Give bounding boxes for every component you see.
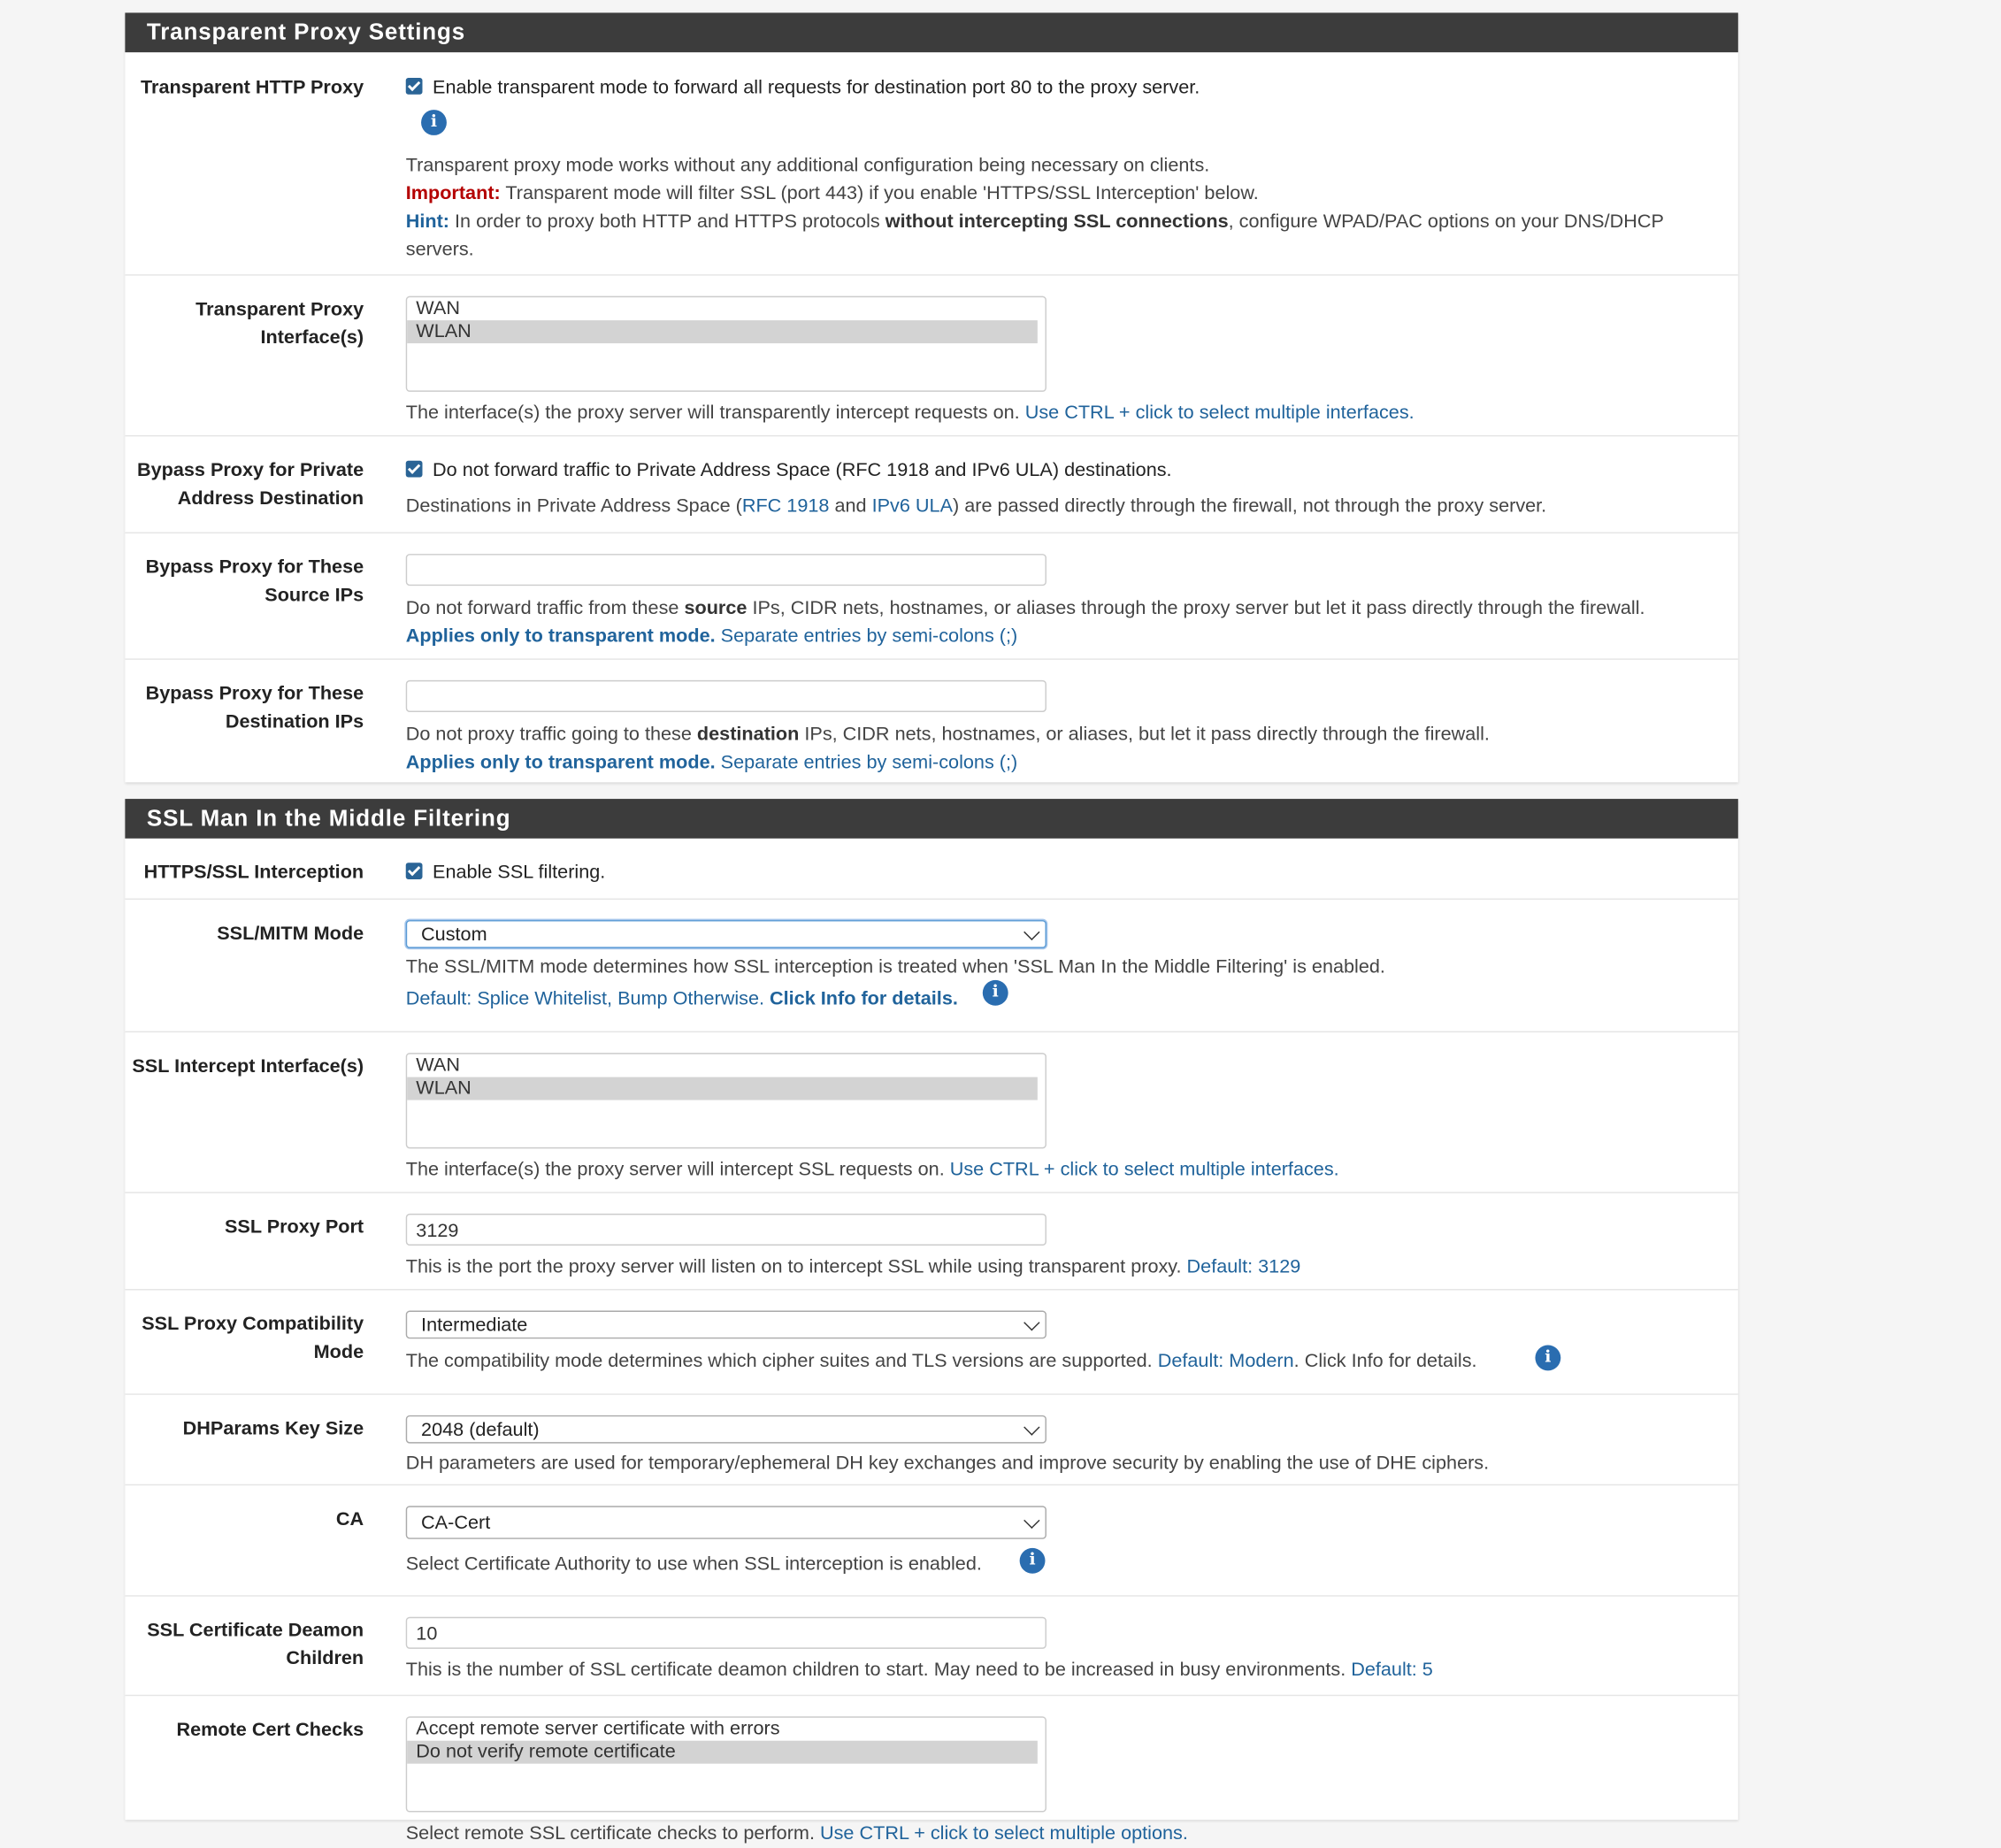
ctrl-click-link[interactable]: Use CTRL + click to select multiple interfaces. <box>949 1158 1339 1181</box>
label-transparent-http-proxy: Transparent HTTP Proxy <box>141 76 364 99</box>
ssl-filtering-checkbox-label[interactable]: Enable SSL filtering. <box>433 861 606 884</box>
bypass-private-checkbox-label[interactable]: Do not forward traffic to Private Address Space (RFC 1918 and IPv6 ULA) destinations. <box>433 459 1172 481</box>
hint-label: Hint: <box>405 211 450 233</box>
transparent-mode-checkbox[interactable] <box>406 78 423 95</box>
chevron-down-icon <box>1024 1315 1039 1330</box>
row-ssl-intercept-interfaces <box>125 1032 1737 1193</box>
listbox-option-wan[interactable]: WAN <box>416 297 460 319</box>
rfc1918-link[interactable]: RFC 1918 <box>741 495 830 518</box>
ssl-proxy-port-help: This is the port the proxy server will listen on to intercept SSL while using transparent proxy. Default: 3129 <box>405 1255 1301 1278</box>
ca-value: CA-Cert <box>421 1512 491 1535</box>
transparent-http-proxy-help <box>406 152 1713 265</box>
label-ssl-intercept-interfaces: SSL Intercept Interface(s) <box>132 1055 364 1077</box>
mitm-mode-value: Custom <box>421 924 487 946</box>
bypass-dest-help: Do not proxy traffic going to these destination IPs, CIDR nets, hostnames, or aliases, but let it pass directly through the firewall. Applies only to transparent mode. Separate entries by semi-colons (;) <box>405 723 1490 774</box>
mitm-mode-help: The SSL/MITM mode determines how SSL interception is treated when 'SSL Man In the Middle Filtering' is enabled. <box>405 955 1385 978</box>
info-icon[interactable]: i <box>421 110 447 135</box>
ctrl-click-link[interactable]: Use CTRL + click to select multiple interfaces. <box>1024 402 1414 424</box>
label-ssl-proxy-port: SSL Proxy Port <box>224 1215 364 1238</box>
ssl-proxy-port-input[interactable]: 3129 <box>406 1214 1046 1246</box>
bypass-source-input[interactable] <box>406 554 1046 586</box>
bypass-private-checkbox[interactable] <box>406 461 423 478</box>
cert-children-help: This is the number of SSL certificate deamon children to start. May need to be increased in busy environments. Default: 5 <box>405 1659 1433 1681</box>
compat-mode-select[interactable] <box>406 1311 1046 1339</box>
bypass-source-help: Do not forward traffic from these source IPs, CIDR nets, hostnames, or aliases through the proxy server but let it pass directly through the firewall. Applies only to transparent mode. Separate entries by semi-colons (;) <box>405 597 1645 648</box>
compat-mode-help: The compatibility mode determines which cipher suites and TLS versions are supported. Default: Modern. Click Info for details. <box>405 1350 1477 1372</box>
ca-select[interactable] <box>406 1506 1046 1539</box>
ssl-filtering-checkbox[interactable] <box>406 863 423 879</box>
panel-title-ssl: SSL Man In the Middle Filtering <box>125 799 1737 839</box>
label-transparent-interfaces: Transparent Proxy Interface(s) <box>196 298 364 349</box>
listbox-option-accept-errors[interactable]: Accept remote server certificate with errors <box>416 1717 780 1740</box>
row-ca <box>125 1485 1737 1597</box>
row-bypass-dest <box>125 660 1737 785</box>
chevron-down-icon <box>1024 1513 1039 1529</box>
info-icon[interactable]: i <box>983 980 1008 1006</box>
listbox-option-wan[interactable]: WAN <box>416 1054 460 1077</box>
label-bypass-source: Bypass Proxy for These Source IPs <box>145 556 364 607</box>
transparent-proxy-panel <box>125 12 1737 782</box>
label-bypass-private: Bypass Proxy for Private Address Destination <box>136 459 364 510</box>
chevron-down-icon <box>1024 1419 1039 1435</box>
listbox-option-wlan[interactable]: WLAN <box>407 1077 1038 1100</box>
ctrl-click-link[interactable]: Use CTRL + click to select multiple options. <box>819 1822 1188 1844</box>
help-line-1: Transparent proxy mode works without any additional configuration being necessary on clients. <box>405 154 1210 177</box>
label-ssl-interception: HTTPS/SSL Interception <box>143 861 364 884</box>
bypass-private-help: Destinations in Private Address Space (RFC 1918 and IPv6 ULA) are passed directly through the firewall, not through the proxy server. <box>405 495 1547 518</box>
row-remote-cert-checks <box>125 1696 1737 1844</box>
listbox-option-do-not-verify[interactable]: Do not verify remote certificate <box>407 1741 1038 1764</box>
row-bypass-private <box>125 436 1737 533</box>
transparent-interfaces-help: The interface(s) the proxy server will transparently intercept requests on. Use CTRL + click to select multiple interfaces. <box>405 402 1414 424</box>
row-dhparams <box>125 1395 1737 1485</box>
remote-cert-checks-help: Select remote SSL certificate checks to perform. Use CTRL + click to select multiple options. <box>405 1822 1188 1844</box>
listbox-option-wlan[interactable]: WLAN <box>407 320 1038 343</box>
row-ssl-interception <box>125 839 1737 900</box>
row-transparent-interfaces <box>125 276 1737 437</box>
mitm-mode-select[interactable] <box>406 920 1046 948</box>
label-mitm-mode: SSL/MITM Mode <box>217 922 364 945</box>
hint-text-end: , configure WPAD/PAC options on your DNS/DHCP servers. <box>405 211 1664 261</box>
hint-bold: without intercepting SSL connections <box>885 211 1229 233</box>
row-ssl-proxy-port <box>125 1193 1737 1291</box>
info-icon[interactable]: i <box>1535 1346 1560 1371</box>
label-cert-children: SSL Certificate Deamon Children <box>147 1619 364 1669</box>
ca-help: Select Certificate Authority to use when SSL interception is enabled. <box>405 1553 982 1576</box>
label-bypass-dest: Bypass Proxy for These Destination IPs <box>145 682 364 733</box>
dhparams-value: 2048 (default) <box>421 1419 540 1441</box>
row-transparent-http-proxy <box>125 52 1737 275</box>
ssl-mitm-panel <box>125 799 1737 1844</box>
important-text: Transparent mode will filter SSL (port 443) if you enable 'HTTPS/SSL Interception' below. <box>500 182 1259 204</box>
row-bypass-source <box>125 533 1737 660</box>
transparent-mode-checkbox-label[interactable]: Enable transparent mode to forward all requests for destination port 80 to the proxy server. <box>433 76 1200 99</box>
label-compat-mode: SSL Proxy Compatibility Mode <box>142 1313 364 1363</box>
compat-mode-value: Intermediate <box>421 1314 528 1337</box>
important-label: Important: <box>405 182 501 204</box>
row-cert-children <box>125 1597 1737 1697</box>
label-dhparams: DHParams Key Size <box>182 1417 364 1440</box>
ssl-intercept-interfaces-listbox[interactable] <box>406 1053 1046 1148</box>
chevron-down-icon <box>1024 924 1039 940</box>
dhparams-help: DH parameters are used for temporary/ephemeral DH key exchanges and improve security by enabling the use of DHE ciphers. <box>405 1452 1490 1475</box>
label-ca: CA <box>335 1508 364 1530</box>
remote-cert-checks-listbox[interactable] <box>406 1716 1046 1812</box>
row-mitm-mode <box>125 900 1737 1032</box>
dhparams-select[interactable] <box>406 1415 1046 1444</box>
transparent-interfaces-listbox[interactable] <box>406 296 1046 392</box>
row-compat-mode <box>125 1290 1737 1394</box>
hint-text: In order to proxy both HTTP and HTTPS protocols <box>449 211 886 233</box>
ssl-intercept-interfaces-help: The interface(s) the proxy server will intercept SSL requests on. Use CTRL + click to select multiple interfaces. <box>405 1158 1339 1181</box>
panel-title-transparent: Transparent Proxy Settings <box>125 12 1737 52</box>
bypass-dest-input[interactable] <box>406 680 1046 712</box>
cert-children-input[interactable]: 10 <box>406 1617 1046 1649</box>
ipv6-ula-link[interactable]: IPv6 ULA <box>871 495 954 518</box>
label-remote-cert-checks: Remote Cert Checks <box>176 1719 364 1741</box>
mitm-mode-default: Default: Splice Whitelist, Bump Otherwise. Click Info for details. <box>405 987 958 1010</box>
info-icon[interactable]: i <box>1020 1548 1046 1574</box>
